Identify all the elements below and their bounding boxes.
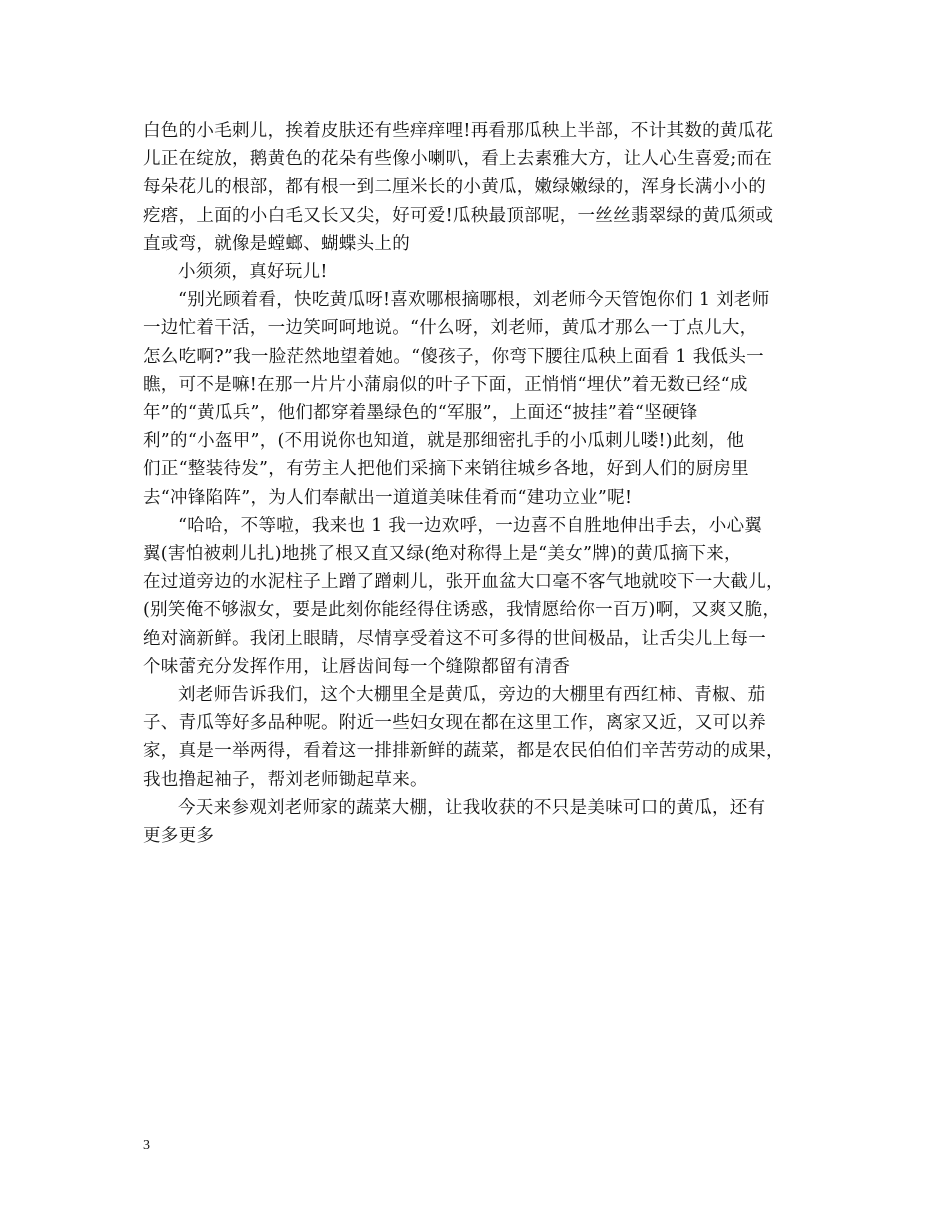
text-line: “哈哈，不等啦，我来也 1 我一边欢呼，一边喜不自胜地伸出手去，小心翼 — [178, 515, 763, 536]
text-line: 我也撸起袖子，帮刘老师锄起草来。 — [143, 769, 428, 790]
text-line: 儿正在绽放，鹅黄色的花朵有些像小喇叭，看上去素雅大方，让人心生喜爱;而在 — [143, 149, 773, 170]
text-line: 直或弯，就像是螳螂、蝴蝶头上的 — [143, 233, 410, 254]
text-line: 刘老师告诉我们，这个大棚里全是黄瓜，旁边的大棚里有西红柿、青椒、茄 — [178, 685, 766, 706]
text-line: (别笑俺不够淑女，要是此刻你能经得住诱惑，我情愿给你一百万)啊，又爽又脆， — [143, 600, 781, 621]
text-line: 绝对滴新鲜。我闭上眼睛，尽情享受着这不可多得的世间极品，让舌尖儿上每一 — [143, 628, 766, 649]
text-line: 翼(害怕被刺儿扎)地挑了根又直又绿(绝对称得上是“美女”牌)的黄瓜摘下来， — [143, 544, 742, 565]
text-line: 更多更多 — [143, 826, 215, 847]
page-number: 3 — [143, 1138, 150, 1153]
text-line: 小须须，真好玩儿! — [178, 262, 328, 283]
text-line: 家，真是一举两得，看着这一排排新鲜的蔬菜，都是农民伯伯们辛苦劳动的成果， — [143, 741, 784, 762]
text-line: 疙瘩，上面的小白毛又长又尖，好可爱!瓜秧最顶部呢，一丝丝翡翠绿的黄瓜须或 — [143, 205, 774, 226]
body-text — [143, 117, 823, 850]
text-line: 瞧，可不是嘛!在那一片片小蒲扇似的叶子下面，正悄悄“埋伏”着无数已经“成 — [143, 374, 748, 395]
text-line: 白色的小毛刺儿，挨着皮肤还有些痒痒哩!再看那瓜秧上半部，不计其数的黄瓜花 — [143, 121, 774, 141]
text-line: 今天来参观刘老师家的蔬菜大棚，让我收获的不只是美味可口的黄瓜，还有 — [178, 797, 766, 818]
text-line: 子、青瓜等好多品种呢。附近一些妇女现在都在这里工作，离家又近，又可以养 — [143, 713, 766, 734]
text-line: “别光顾着看，快吃黄瓜呀!喜欢哪根摘哪根，刘老师今天管饱你们 1 刘老师 — [178, 290, 770, 311]
text-line: 们正“整装待发”，有劳主人把他们采摘下来销往城乡各地，好到人们的厨房里 — [143, 459, 749, 480]
text-line: 怎么吃啊?”我一脸茫然地望着她。“傻孩子，你弯下腰往瓜秧上面看 1 我低头一 — [143, 346, 764, 367]
text-line: 一边忙着干活，一边笑呵呵地说。“什么呀，刘老师，黄瓜才那么一丁点儿大， — [143, 318, 758, 339]
text-line: 去“冲锋陷阵”，为人们奉献出一道道美味佳肴而“建功立业”呢! — [143, 487, 633, 508]
text-line: 年”的“黄瓜兵”，他们都穿着墨绿色的“军服”，上面还“披挂”着“坚硬锋 — [143, 403, 698, 424]
text-line: 个味蕾充分发挥作用，让唇齿间每一个缝隙都留有清香 — [143, 656, 571, 677]
text-line: 利”的“小盔甲”，(不用说你也知道，就是那细密扎手的小瓜刺儿喽!)此刻，他 — [143, 431, 745, 452]
text-line: 每朵花儿的根部，都有根一到二厘米长的小黄瓜，嫩绿嫩绿的，浑身长满小小的 — [143, 177, 766, 198]
text-line: 在过道旁边的水泥柱子上蹭了蹭刺儿，张开血盆大口毫不客气地就咬下一大截儿， — [143, 572, 784, 593]
